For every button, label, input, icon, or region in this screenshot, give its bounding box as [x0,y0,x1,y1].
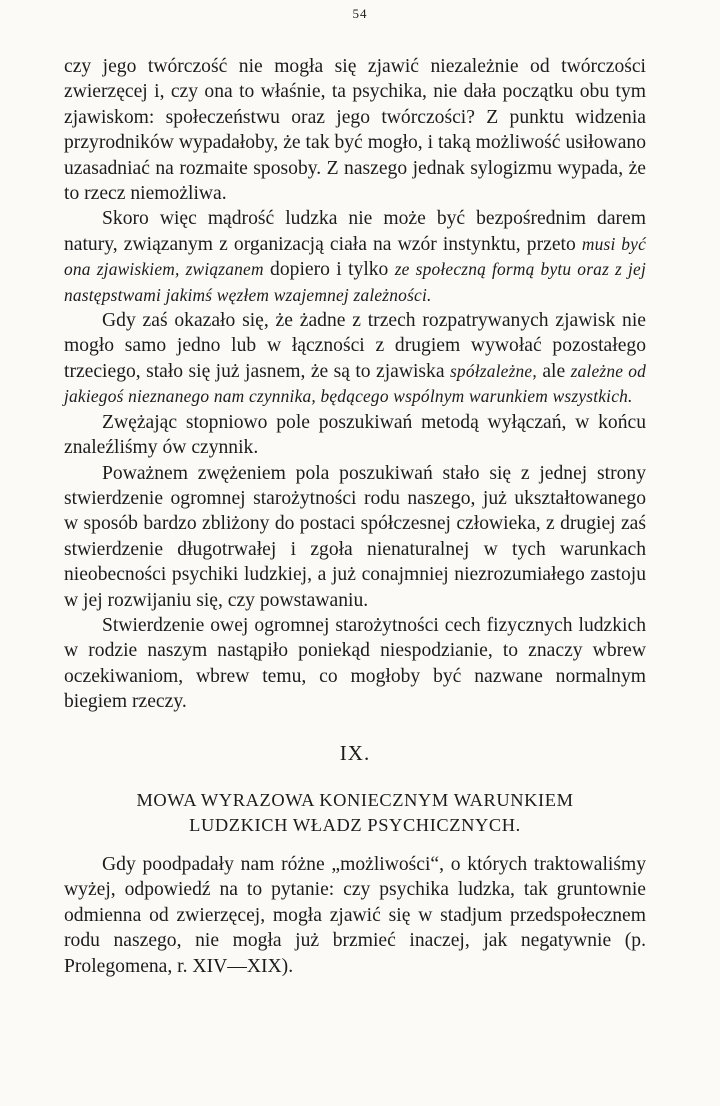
section-title-line-1: MOWA WYRAZOWA KONIECZNYM WARUNKIEM [136,789,574,810]
paragraph-5 [64,461,646,613]
emphasis-run: musi być ona zjawiskiem, związanem [64,233,646,280]
text-run: Stwierdzenie owej ogromnej starożytności cech fizycznych ludzkich w rodzie naszym nastąpiło poniekąd niespodzianie, to znaczy wbrew oczekiwaniom, wbrew temu, co mogłoby być nazwane normalnym biegiem rzeczy. [64,614,646,713]
text-run: Gdy zaś okazało się, że żadne z trzech rozpatrywanych zjawisk nie mogło samo jedno lub w łączności z drugiem wywołać pozostałego trzeciego, stało się już jasnem, że są to zjawiska [64,310,646,382]
text-run: Skoro więc mądrość ludzka nie może być bezpośrednim darem natury, związanym z organizacją ciała na wzór instynktu, przeto [64,208,646,255]
section-number: IX. [339,740,371,765]
paragraph-2 [64,206,646,308]
emphasis-run: spółzależne, [449,360,537,381]
paragraph-4 [64,410,646,461]
paragraph-6 [64,613,646,715]
text-run: ale [536,360,571,382]
section-title [64,788,646,838]
section-title-line-2: LUDZKICH WŁADZ PSYCHICZNYCH. [189,814,521,835]
paragraph-7 [64,852,646,979]
text-run: Poważnem zwężeniem pola poszukiwań stało się z jednej strony stwierdzenie ogromnej starożytności rodu naszego, już ukształtowanego w sposób bardzo zbliżony do postaci spółczesnej człowieka, z drugiej zaś stwierdzenie długotrwałej i zgoła nienaturalnej w tych warunkach nieobecności psychiki ludzkiej, a już conajmniej niezrozumiałego zastoju w jej rozwijaniu się, czy powstawaniu. [64,462,646,611]
page-body [64,54,646,979]
emphasis-run: ze społeczną formą bytu oraz z jej następstwami jakimś węzłem wzajemnej zależności. [64,259,647,305]
text-run: Zwężając stopniowo pole poszukiwań metodą wyłączań, w końcu znaleźliśmy ów czynnik. [64,411,646,459]
text-run: Gdy poodpadały nam różne „możliwości“, o których traktowaliśmy wyżej, odpowiedź na to pytanie: czy psychika ludzka, tak gruntownie odmienna od zwierzęcej, mogła zjawić się w stadjum przedspołecznem rodu naszego, nie mogła już brzmieć inaczej, jak negatywnie (p. Prolegomena, r. XIV—XIX). [64,853,646,977]
paragraph-3 [64,308,646,410]
text-run: czy jego twórczość nie mogła się zjawić niezależnie od twórczości zwierzęcej i, czy ona to właśnie, ta psychika, nie dała początku obu tym zjawiskom: społeczeństwu oraz jego twórczości? Z punktu widzenia przyrodników wypadałoby, że tak być mogło, i taką możliwość usiłowano uzasadniać na rozmaite sposoby. Z naszego jednak sylogizmu wypada, że to rzecz niemożliwa. [64,56,646,205]
paragraph-1 [64,54,646,206]
emphasis-run: zależne od jakiegoś nieznanego nam czynnika, będącego wspólnym warunkiem wszystkich. [64,360,647,407]
page-number: 54 [352,6,368,21]
text-run: dopiero i tylko [263,259,395,281]
